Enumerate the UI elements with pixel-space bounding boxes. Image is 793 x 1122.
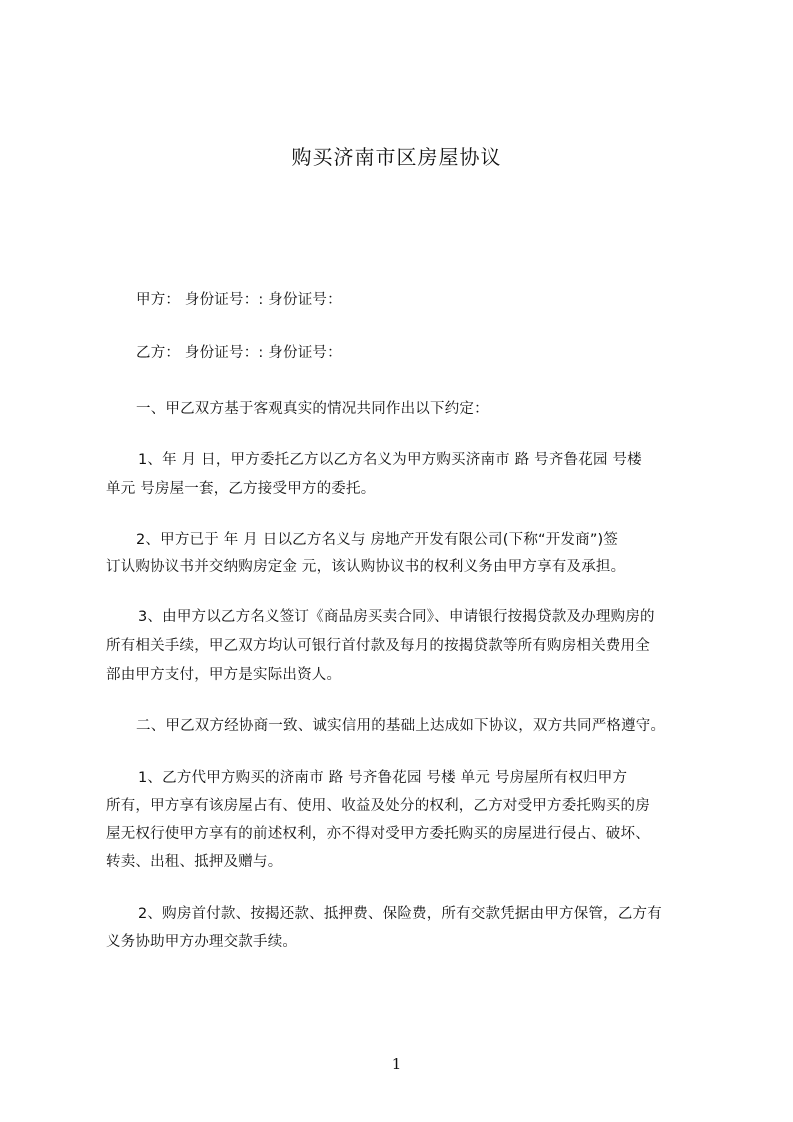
section-1-paragraph-1-line-2: 单元 号房屋一套，乙方接受甲方的委托。 — [106, 481, 376, 497]
section-1-paragraph-3-line-3: 部由甲方支付，甲方是实际出资人。 — [106, 667, 342, 683]
section-1-heading: 一、甲乙双方基于客观真实的情况共同作出以下约定： — [136, 401, 489, 417]
section-2-paragraph-1-line-1: 1、乙方代甲方购买的济南市 路 号齐鲁花园 号楼 单元 号房屋所有权归甲方 — [138, 770, 628, 786]
section-2-paragraph-2-line-1: 2、购房首付款、按揭还款、抵押费、保险费，所有交款凭据由甲方保管，乙方有 — [138, 906, 662, 922]
section-2-paragraph-1-line-2: 所有，甲方享有该房屋占有、使用、收益及处分的权利，乙方对受甲方委托购买的房 — [106, 798, 650, 814]
party-b-line: 乙方： 身份证号：: 身份证号： — [136, 345, 342, 361]
section-2-paragraph-1-line-4: 转卖、出租、抵押及赠与。 — [106, 854, 283, 870]
page-number: 1 — [391, 1055, 402, 1073]
section-1-paragraph-3-line-2: 所有相关手续，甲乙双方均认可银行首付款及每月的按揭贷款等所有购房相关费用全 — [106, 638, 650, 654]
party-a-line: 甲方： 身份证号：: 身份证号： — [136, 292, 342, 308]
section-2-paragraph-1-line-3: 屋无权行使甲方享有的前述权利，亦不得对受甲方委托购买的房屋进行侵占、破坏、 — [106, 826, 650, 842]
section-1-paragraph-2-line-2: 订认购协议书并交纳购房定金 元，该认购协议书的权利义务由甲方享有及承担。 — [106, 559, 626, 575]
section-1-paragraph-3-line-1: 3、由甲方以乙方名义签订《商品房买卖合同》、申请银行按揭贷款及办理购房的 — [138, 609, 655, 625]
section-1-paragraph-1-line-1: 1、年 月 日，甲方委托乙方以乙方名义为甲方购买济南市 路 号齐鲁花园 号楼 — [138, 452, 642, 468]
section-2-paragraph-2-line-2: 义务协助甲方办理交款手续。 — [106, 934, 298, 950]
document-title: 购买济南市区房屋协议 — [291, 145, 502, 169]
section-1-paragraph-2-line-1: 2、甲方已于 年 月 日以乙方名义与 房地产开发有限公司(下称“开发商”)签 — [136, 532, 619, 548]
section-2-heading: 二、甲乙双方经协商一致、诚实信用的基础上达成如下协议，双方共同严格遵守。 — [136, 718, 666, 734]
